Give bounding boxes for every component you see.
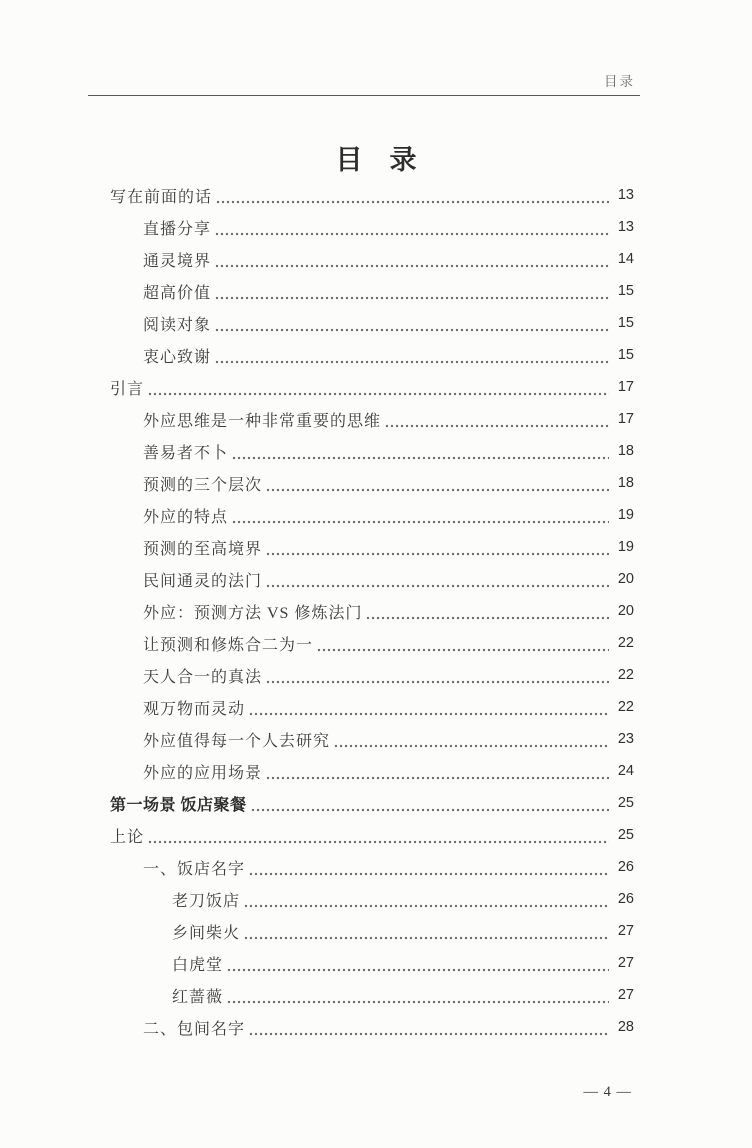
toc-entry bbox=[88, 563, 634, 595]
toc-entry-page-number: 13 bbox=[617, 219, 634, 235]
toc-entry-title: 预测的三个层次 bbox=[143, 476, 263, 494]
dotted-leader bbox=[249, 712, 609, 716]
dotted-leader bbox=[334, 744, 609, 748]
toc-entry-page-number: 27 bbox=[617, 923, 634, 939]
toc-entry-title: 老刀饭店 bbox=[172, 892, 241, 910]
toc-entry-page-number: 27 bbox=[617, 955, 634, 971]
page-title: 目 录 bbox=[335, 145, 417, 175]
dotted-leader bbox=[317, 648, 609, 652]
dotted-leader bbox=[266, 584, 609, 588]
toc-entry-title: 民间通灵的法门 bbox=[143, 572, 263, 590]
dotted-leader bbox=[249, 1032, 609, 1036]
toc-entry-title: 直播分享 bbox=[143, 220, 212, 238]
dotted-leader bbox=[232, 520, 609, 524]
toc-entry bbox=[88, 979, 634, 1011]
toc-entry-page-number: 22 bbox=[617, 699, 634, 715]
toc-entry-title: 超高价值 bbox=[143, 284, 212, 302]
toc-entry-title: 第一场景 饭店聚餐 bbox=[110, 796, 247, 814]
toc-entry-page-number: 18 bbox=[617, 475, 634, 491]
toc-entry bbox=[88, 275, 634, 307]
toc-entry-page-number: 24 bbox=[617, 763, 634, 779]
dotted-leader bbox=[249, 872, 609, 876]
running-header: 目录 bbox=[604, 74, 635, 89]
toc-entry-page-number: 25 bbox=[617, 827, 634, 843]
toc-entry bbox=[88, 787, 634, 819]
toc-entry-title: 外应的应用场景 bbox=[143, 764, 263, 782]
toc-entry-page-number: 13 bbox=[617, 187, 634, 203]
toc-entry-page-number: 26 bbox=[617, 859, 634, 875]
dotted-leader bbox=[251, 808, 609, 812]
toc-entry-title: 让预测和修炼合二为一 bbox=[143, 636, 314, 654]
toc-entry-page-number: 22 bbox=[617, 635, 634, 651]
dotted-leader bbox=[148, 840, 609, 844]
toc-entry bbox=[88, 659, 634, 691]
toc-entry-page-number: 17 bbox=[617, 379, 634, 395]
dotted-leader bbox=[266, 776, 609, 780]
toc-entry bbox=[88, 947, 634, 979]
dotted-leader bbox=[385, 424, 609, 428]
toc-entry bbox=[88, 595, 634, 627]
toc-entry-title: 天人合一的真法 bbox=[143, 668, 263, 686]
dotted-leader bbox=[215, 296, 609, 300]
toc-entry bbox=[88, 435, 634, 467]
dotted-leader bbox=[227, 1000, 609, 1004]
toc-entry bbox=[88, 179, 634, 211]
toc-entry-page-number: 28 bbox=[617, 1019, 634, 1035]
toc-entry-title: 红蔷薇 bbox=[172, 988, 224, 1006]
toc-entry bbox=[88, 819, 634, 851]
toc-entry-title: 上论 bbox=[110, 828, 145, 846]
toc-entry bbox=[88, 307, 634, 339]
toc-entry-title: 衷心致谢 bbox=[143, 348, 212, 366]
toc-entry-page-number: 20 bbox=[617, 603, 634, 619]
toc-entry bbox=[88, 851, 634, 883]
toc-entry-page-number: 14 bbox=[617, 251, 634, 267]
dotted-leader bbox=[266, 552, 609, 556]
toc-entry-title: 善易者不卜 bbox=[143, 444, 229, 462]
toc-entry-page-number: 27 bbox=[617, 987, 634, 1003]
toc-entry bbox=[88, 339, 634, 371]
toc-entry-title: 外应思维是一种非常重要的思维 bbox=[143, 412, 382, 430]
dotted-leader bbox=[244, 936, 609, 940]
toc-entry-page-number: 17 bbox=[617, 411, 634, 427]
dotted-leader bbox=[227, 968, 609, 972]
toc-entry bbox=[88, 755, 634, 787]
toc-entry bbox=[88, 243, 634, 275]
toc-entry-page-number: 15 bbox=[617, 347, 634, 363]
toc-entry-title: 外应值得每一个人去研究 bbox=[143, 732, 331, 750]
toc-entry-title: 一、饭店名字 bbox=[143, 860, 246, 878]
toc-entry-title: 通灵境界 bbox=[143, 252, 212, 270]
toc-entry-page-number: 19 bbox=[617, 539, 634, 555]
toc-entry-title: 观万物而灵动 bbox=[143, 700, 246, 718]
toc-entry-title: 外应：预测方法 VS 修炼法门 bbox=[143, 604, 363, 622]
dotted-leader bbox=[148, 392, 609, 396]
toc-list bbox=[88, 179, 634, 1043]
toc-entry-title: 写在前面的话 bbox=[110, 188, 213, 206]
dotted-leader bbox=[366, 616, 609, 620]
dotted-leader bbox=[215, 328, 609, 332]
dotted-leader bbox=[215, 232, 609, 236]
toc-entry bbox=[88, 371, 634, 403]
toc-entry-page-number: 22 bbox=[617, 667, 634, 683]
toc-entry bbox=[88, 723, 634, 755]
dotted-leader bbox=[232, 456, 609, 460]
dotted-leader bbox=[216, 200, 609, 204]
dotted-leader bbox=[215, 360, 609, 364]
toc-entry bbox=[88, 499, 634, 531]
toc-entry-title: 外应的特点 bbox=[143, 508, 229, 526]
toc-entry bbox=[88, 915, 634, 947]
toc-entry-page-number: 20 bbox=[617, 571, 634, 587]
toc-entry-page-number: 23 bbox=[617, 731, 634, 747]
toc-entry-title: 乡间柴火 bbox=[172, 924, 241, 942]
toc-entry bbox=[88, 211, 634, 243]
toc-entry-page-number: 18 bbox=[617, 443, 634, 459]
toc-entry-title: 预测的至高境界 bbox=[143, 540, 263, 558]
toc-entry bbox=[88, 883, 634, 915]
dotted-leader bbox=[244, 904, 609, 908]
dotted-leader bbox=[215, 264, 609, 268]
page-number-footer: — 4 — bbox=[583, 1084, 632, 1100]
toc-entry-title: 阅读对象 bbox=[143, 316, 212, 334]
toc-entry-page-number: 26 bbox=[617, 891, 634, 907]
toc-entry-page-number: 15 bbox=[617, 315, 634, 331]
toc-entry bbox=[88, 467, 634, 499]
toc-entry bbox=[88, 403, 634, 435]
toc-entry bbox=[88, 627, 634, 659]
header-rule bbox=[88, 95, 640, 96]
toc-entry-page-number: 25 bbox=[617, 795, 634, 811]
toc-entry bbox=[88, 531, 634, 563]
toc-entry-title: 二、包间名字 bbox=[143, 1020, 246, 1038]
dotted-leader bbox=[266, 488, 609, 492]
toc-entry-title: 引言 bbox=[110, 380, 145, 398]
toc-entry-page-number: 15 bbox=[617, 283, 634, 299]
toc-entry-page-number: 19 bbox=[617, 507, 634, 523]
toc-entry-title: 白虎堂 bbox=[172, 956, 224, 974]
toc-entry bbox=[88, 691, 634, 723]
dotted-leader bbox=[266, 680, 609, 684]
toc-entry bbox=[88, 1011, 634, 1043]
